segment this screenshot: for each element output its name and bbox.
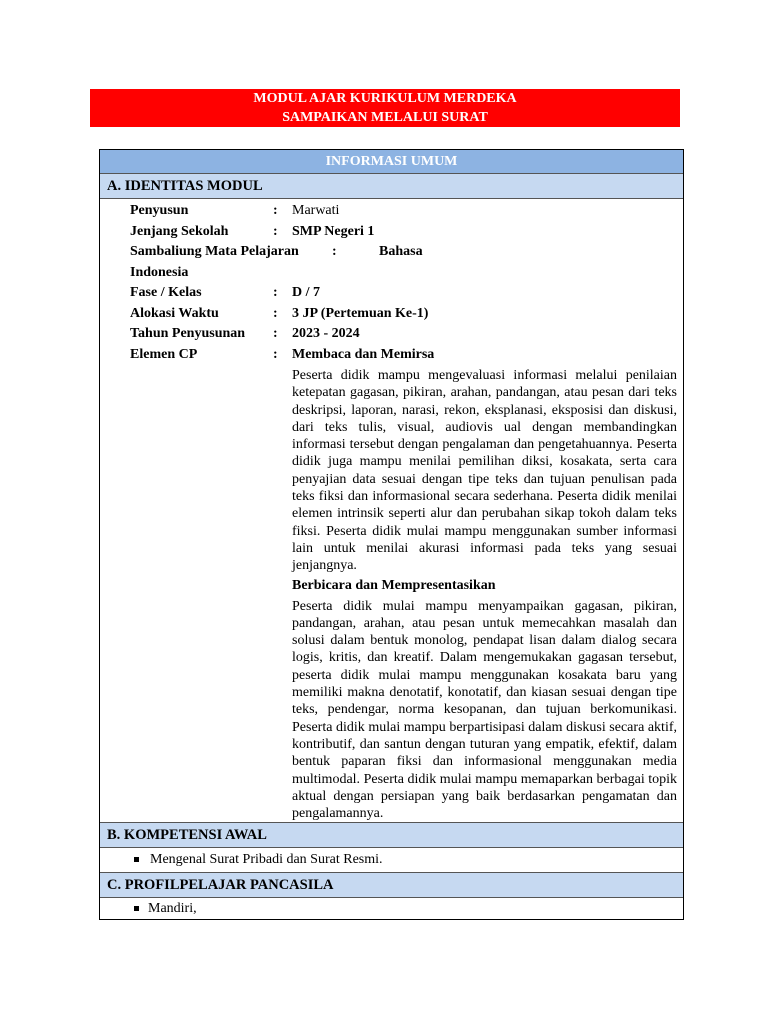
field-label: Elemen CP [130, 346, 198, 362]
list-item [100, 848, 683, 872]
section-c-header: C. PROFILPELAJAR PANCASILA [100, 872, 683, 898]
field-value: 3 JP (Pertemuan Ke-1) [292, 305, 429, 321]
field-colon: : [273, 346, 278, 362]
field-row-elemen [100, 345, 683, 366]
field-row-mapel [100, 242, 683, 263]
field-colon: : [273, 305, 278, 321]
cp-paragraph-membaca: Peserta didik mampu mengevaluasi informasi melalui penilaian ketepatan gagasan, pikiran, arahan, pandangan, atau pesan dari teks deskripsi, laporan, narasi, rekon, eksplanasi, eksposisi dan diskusi, dari teks tulis, visual, audiovis ual dengan membandingkan informasi tersebut dengan pengalaman dan pengetahuannya. Peserta didik juga mampu menilai pemilihan diksi, kosakata, serta cara penyajian data sesuai dengan tipe teks dan tujuan penulisan pada teks fiksi dan informasional secara sederhana. Peserta didik menilai elemen intrinsik seperti alur dan perubahan sikap tokoh dalam teks fiksi. Peserta didik mulai mampu menggunakan sumber informasi lain untuk menilai akurasi informasi pada teks yang sesuai jenjangnya. [292, 368, 677, 574]
list-item-text: Mandiri, [148, 901, 197, 917]
field-value: 2023 - 2024 [292, 326, 360, 341]
cp-subheading-berbicara: Berbicara dan Mempresentasikan [292, 577, 496, 593]
section-b-header: B. KOMPETENSI AWAL [100, 822, 683, 848]
field-colon: : [273, 223, 278, 239]
document-title-line1: MODUL AJAR KURIKULUM MERDEKA [253, 91, 517, 106]
field-label: Alokasi Waktu [130, 305, 219, 321]
info-umum-header: INFORMASI UMUM [100, 150, 683, 174]
field-colon: : [273, 326, 278, 341]
field-value: Membaca dan Memirsa [292, 346, 435, 362]
field-label: Sambaliung Mata Pelajaran [130, 244, 299, 259]
list-item [100, 898, 683, 919]
info-table [99, 149, 684, 920]
field-colon: : [273, 285, 278, 300]
section-a-body [100, 199, 683, 822]
bullet-icon [134, 906, 139, 911]
field-row-tahun [100, 324, 683, 345]
list-item-text: Mengenal Surat Pribadi dan Surat Resmi. [150, 852, 383, 868]
field-colon: : [273, 203, 278, 218]
field-row-fase [100, 283, 683, 304]
field-value: SMP Negeri 1 [292, 223, 375, 239]
field-colon: : [332, 244, 337, 259]
field-label: Tahun Penyusunan [130, 326, 246, 341]
field-row-mapel-cont [100, 263, 683, 284]
field-label: Jenjang Sekolah [130, 223, 229, 239]
field-row-jenjang [100, 222, 683, 243]
document-title-banner [90, 89, 680, 127]
field-label: Penyusun [130, 203, 189, 218]
field-label: Fase / Kelas [130, 285, 202, 300]
field-value: D / 7 [292, 285, 320, 300]
field-value: Marwati [292, 203, 340, 218]
section-a-header: A. IDENTITAS MODUL [100, 174, 683, 199]
bullet-icon [134, 857, 139, 862]
field-value-cont: Indonesia [130, 264, 189, 280]
field-row-penyusun [100, 201, 683, 222]
field-value: Bahasa [379, 244, 423, 259]
document-title-line2: SAMPAIKAN MELALUI SURAT [282, 110, 488, 125]
cp-paragraph-berbicara: Peserta didik mulai mampu menyampaikan gagasan, pikiran, pandangan, arahan, atau pesan untuk memecahkan masalah dan solusi dalam bentuk monolog, pendapat lisan dalam dialog secara logis, kritis, dan kreatif. Dalam mengemukakan gagasan tersebut, peserta didik mulai mampu menggunakan kosakata baru yang memiliki makna denotatif, konotatif, dan kiasan sesuai dengan tipe teks, pendengar, norma kesopanan, dan tujuan berkomunikasi. Peserta didik mulai mampu berpartisipasi dalam diskusi secara aktif, kontributif, dan santun dengan tuturan yang empatik, efektif, dalam bentuk paparan fiksi dan informasional menggunakan media multimodal. Peserta didik mulai mampu memaparkan berbagai topik aktual dengan persiapan yang baik berdasarkan pengamatan dan pengalamannya. [292, 598, 677, 822]
field-row-alokasi [100, 304, 683, 325]
